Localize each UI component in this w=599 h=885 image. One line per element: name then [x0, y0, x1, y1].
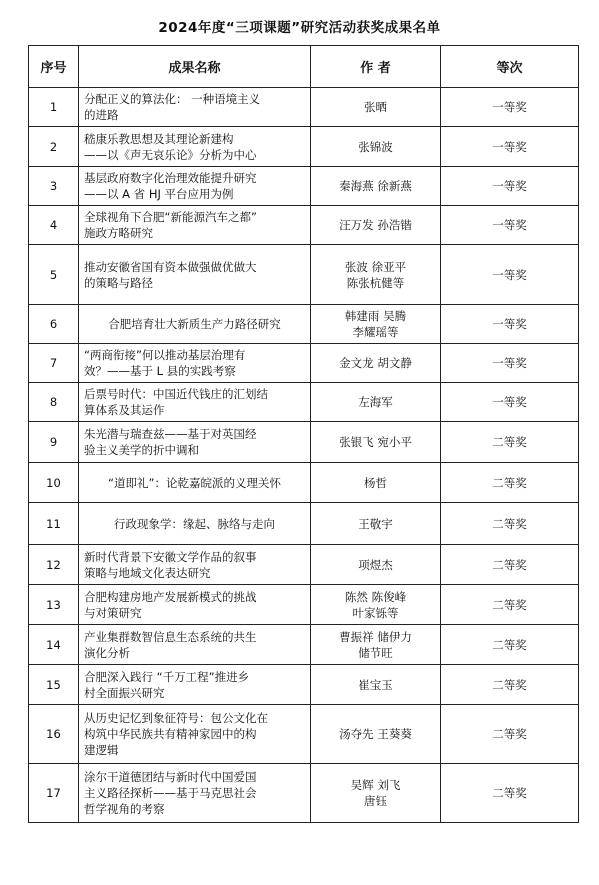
header-name: 成果名称 [79, 46, 311, 88]
row-number-cell [29, 463, 79, 503]
row-title-cell [79, 206, 311, 245]
table-row [29, 665, 579, 705]
row-grade-cell [441, 463, 579, 503]
row-author-cell [311, 305, 441, 344]
row-grade: 一等奖 [492, 317, 527, 331]
row-author-cell [311, 503, 441, 545]
row-author-cell [311, 344, 441, 383]
row-title: 全球视角下合肥“新能源汽车之都” 施政方略研究 [84, 210, 257, 240]
row-author-cell [311, 665, 441, 705]
row-author-cell [311, 245, 441, 305]
header-no: 序号 [29, 46, 79, 88]
row-author: 张锦波 [358, 139, 393, 154]
row-title: 产业集群数智信息生态系统的共生 演化分析 [84, 629, 257, 660]
row-title-cell [79, 463, 311, 503]
row-grade: 一等奖 [492, 395, 527, 409]
row-grade: 二等奖 [492, 557, 527, 572]
table-row [29, 305, 579, 344]
row-grade-cell [441, 167, 579, 206]
row-grade-cell [441, 383, 579, 422]
row-grade-cell [441, 545, 579, 585]
table-row [29, 344, 579, 383]
row-grade-cell [441, 344, 579, 383]
row-title: 推动安徽省国有资本做强做优做大 的策略与路径 [84, 259, 257, 290]
row-number: 13 [46, 597, 61, 612]
table-row [29, 463, 579, 503]
row-title: 分配正义的算法化： 一种语境主义 的进路 [84, 92, 261, 122]
row-author: 张波 徐亚平 陈张杭健等 [344, 259, 407, 290]
row-grade: 二等奖 [492, 597, 527, 612]
row-title-cell [79, 764, 311, 823]
table-row [29, 88, 579, 127]
row-author: 吴辉 刘飞 唐钰 [350, 778, 401, 808]
row-grade-cell [441, 705, 579, 764]
row-title-cell [79, 383, 311, 422]
row-grade-cell [441, 665, 579, 705]
row-grade: 一等奖 [492, 218, 527, 232]
row-number: 11 [46, 516, 61, 531]
row-number: 1 [49, 100, 58, 114]
row-grade: 二等奖 [492, 516, 527, 531]
row-number-cell [29, 167, 79, 206]
row-number-cell [29, 665, 79, 705]
row-number: 15 [46, 677, 61, 692]
table-row [29, 127, 579, 167]
row-number: 14 [46, 637, 61, 652]
row-title: “两商衔接”何以推动基层治理有 效？——基于 L 县的实践考察 [84, 348, 246, 378]
row-number-cell [29, 245, 79, 305]
row-number-cell [29, 764, 79, 823]
row-title-cell [79, 705, 311, 764]
table-row [29, 625, 579, 665]
row-author: 崔宝玉 [358, 677, 393, 692]
row-number: 8 [49, 395, 58, 409]
row-title-cell [79, 344, 311, 383]
row-grade-cell [441, 206, 579, 245]
row-author: 金文龙 胡文静 [339, 356, 412, 370]
row-author-cell [311, 463, 441, 503]
table-header-row [29, 46, 579, 88]
table-row [29, 545, 579, 585]
row-title: 行政现象学：缘起、脉络与走向 [114, 516, 275, 531]
row-grade-cell [441, 305, 579, 344]
row-author-cell [311, 764, 441, 823]
row-number: 6 [49, 317, 58, 331]
row-author-cell [311, 167, 441, 206]
row-number: 16 [46, 727, 61, 741]
row-author-cell [311, 705, 441, 764]
row-title: 涂尔干道德团结与新时代中国爱国 主义路径探析——基于马克思社会 哲学视角的考察 [84, 770, 257, 816]
row-number: 5 [49, 267, 58, 282]
row-author-cell [311, 127, 441, 167]
row-author: 秦海燕 徐新燕 [339, 179, 412, 193]
table-row [29, 705, 579, 764]
row-number: 7 [49, 356, 58, 370]
page-title: 2024年度“三项课题”研究活动获奖成果名单 [158, 20, 441, 36]
row-author-cell [311, 383, 441, 422]
row-number: 2 [49, 139, 58, 154]
row-number-cell [29, 383, 79, 422]
row-title-cell [79, 503, 311, 545]
row-title: 新时代背景下安徽文学作品的叙事 策略与地域文化表达研究 [84, 549, 257, 580]
row-title: “道即礼”：论乾嘉皖派的义理关怀 [108, 475, 281, 490]
row-title: 合肥构建房地产发展新模式的挑战 与对策研究 [84, 589, 257, 620]
row-number-cell [29, 625, 79, 665]
table-body [29, 88, 579, 823]
row-grade-cell [441, 88, 579, 127]
row-grade-cell [441, 625, 579, 665]
row-author: 王敬宇 [358, 516, 393, 531]
row-number: 3 [49, 179, 58, 193]
row-title-cell [79, 422, 311, 463]
row-grade: 二等奖 [492, 637, 527, 652]
row-grade: 一等奖 [492, 267, 527, 282]
row-number: 9 [49, 435, 58, 449]
row-grade: 一等奖 [492, 100, 527, 114]
row-grade-cell [441, 503, 579, 545]
row-author: 汤夺先 王葵葵 [339, 727, 412, 741]
row-grade: 一等奖 [492, 179, 527, 193]
row-title: 后票号时代：中国近代钱庄的汇划结 算体系及其运作 [84, 387, 268, 417]
row-title-cell [79, 167, 311, 206]
row-grade-cell [441, 422, 579, 463]
table-row [29, 167, 579, 206]
row-author: 张晒 [364, 100, 387, 114]
row-title-cell [79, 585, 311, 625]
row-grade-cell [441, 245, 579, 305]
header-grade: 等次 [441, 46, 579, 88]
row-author: 杨哲 [364, 475, 387, 490]
row-author: 曹振祥 储伊力 储节旺 [339, 629, 412, 660]
row-title: 从历史记忆到象征符号：包公文化在 构筑中华民族共有精神家园中的构 建逻辑 [84, 711, 268, 757]
row-grade: 二等奖 [492, 786, 527, 800]
row-number-cell [29, 88, 79, 127]
row-title-cell [79, 665, 311, 705]
row-number-cell [29, 705, 79, 764]
row-number-cell [29, 585, 79, 625]
row-author-cell [311, 545, 441, 585]
row-number-cell [29, 305, 79, 344]
row-grade-cell [441, 764, 579, 823]
row-author: 项煜杰 [358, 557, 393, 572]
row-grade: 一等奖 [492, 139, 527, 154]
table-row [29, 764, 579, 823]
row-author-cell [311, 585, 441, 625]
row-grade: 二等奖 [492, 727, 527, 741]
table-row [29, 585, 579, 625]
row-title-cell [79, 88, 311, 127]
row-number-cell [29, 344, 79, 383]
row-number-cell [29, 422, 79, 463]
row-author-cell [311, 88, 441, 127]
table-row [29, 422, 579, 463]
row-author: 汪万发 孙浩锴 [339, 218, 412, 232]
table-row [29, 206, 579, 245]
row-author-cell [311, 422, 441, 463]
row-grade: 二等奖 [492, 475, 527, 490]
table-row [29, 503, 579, 545]
award-table [28, 45, 579, 823]
row-author-cell [311, 206, 441, 245]
row-author: 韩建雨 吴腾 李耀瑶等 [344, 309, 407, 339]
row-number-cell [29, 545, 79, 585]
table-row [29, 383, 579, 422]
row-number: 17 [46, 786, 61, 800]
row-number-cell [29, 206, 79, 245]
row-author: 陈然 陈俊峰 叶家铄等 [344, 589, 407, 620]
row-author: 左海军 [358, 395, 393, 409]
row-grade: 一等奖 [492, 356, 527, 370]
row-number: 10 [46, 475, 61, 490]
row-title: 合肥培育壮大新质生产力路径研究 [108, 317, 281, 331]
row-grade: 二等奖 [492, 677, 527, 692]
header-author: 作 者 [311, 46, 441, 88]
row-title: 嵇康乐教思想及其理论新建构 ——以《声无哀乐论》分析为中心 [84, 131, 257, 162]
row-title: 朱光潜与瑞查兹——基于对英国经 验主义美学的折中调和 [84, 427, 257, 457]
row-title-cell [79, 127, 311, 167]
row-grade: 二等奖 [492, 435, 527, 449]
row-number-cell [29, 127, 79, 167]
row-title: 合肥深入践行 “千万工程”推进乡 村全面振兴研究 [84, 669, 250, 700]
row-author: 张银飞 宛小平 [339, 435, 412, 449]
row-title-cell [79, 625, 311, 665]
row-title-cell [79, 305, 311, 344]
row-title: 基层政府数字化治理效能提升研究 ——以 A 省 HJ 平台应用为例 [84, 171, 257, 201]
row-title-cell [79, 545, 311, 585]
row-grade-cell [441, 585, 579, 625]
row-title-cell [79, 245, 311, 305]
row-author-cell [311, 625, 441, 665]
table-row [29, 245, 579, 305]
row-grade-cell [441, 127, 579, 167]
row-number: 12 [46, 557, 61, 572]
row-number-cell [29, 503, 79, 545]
row-number: 4 [49, 218, 58, 232]
